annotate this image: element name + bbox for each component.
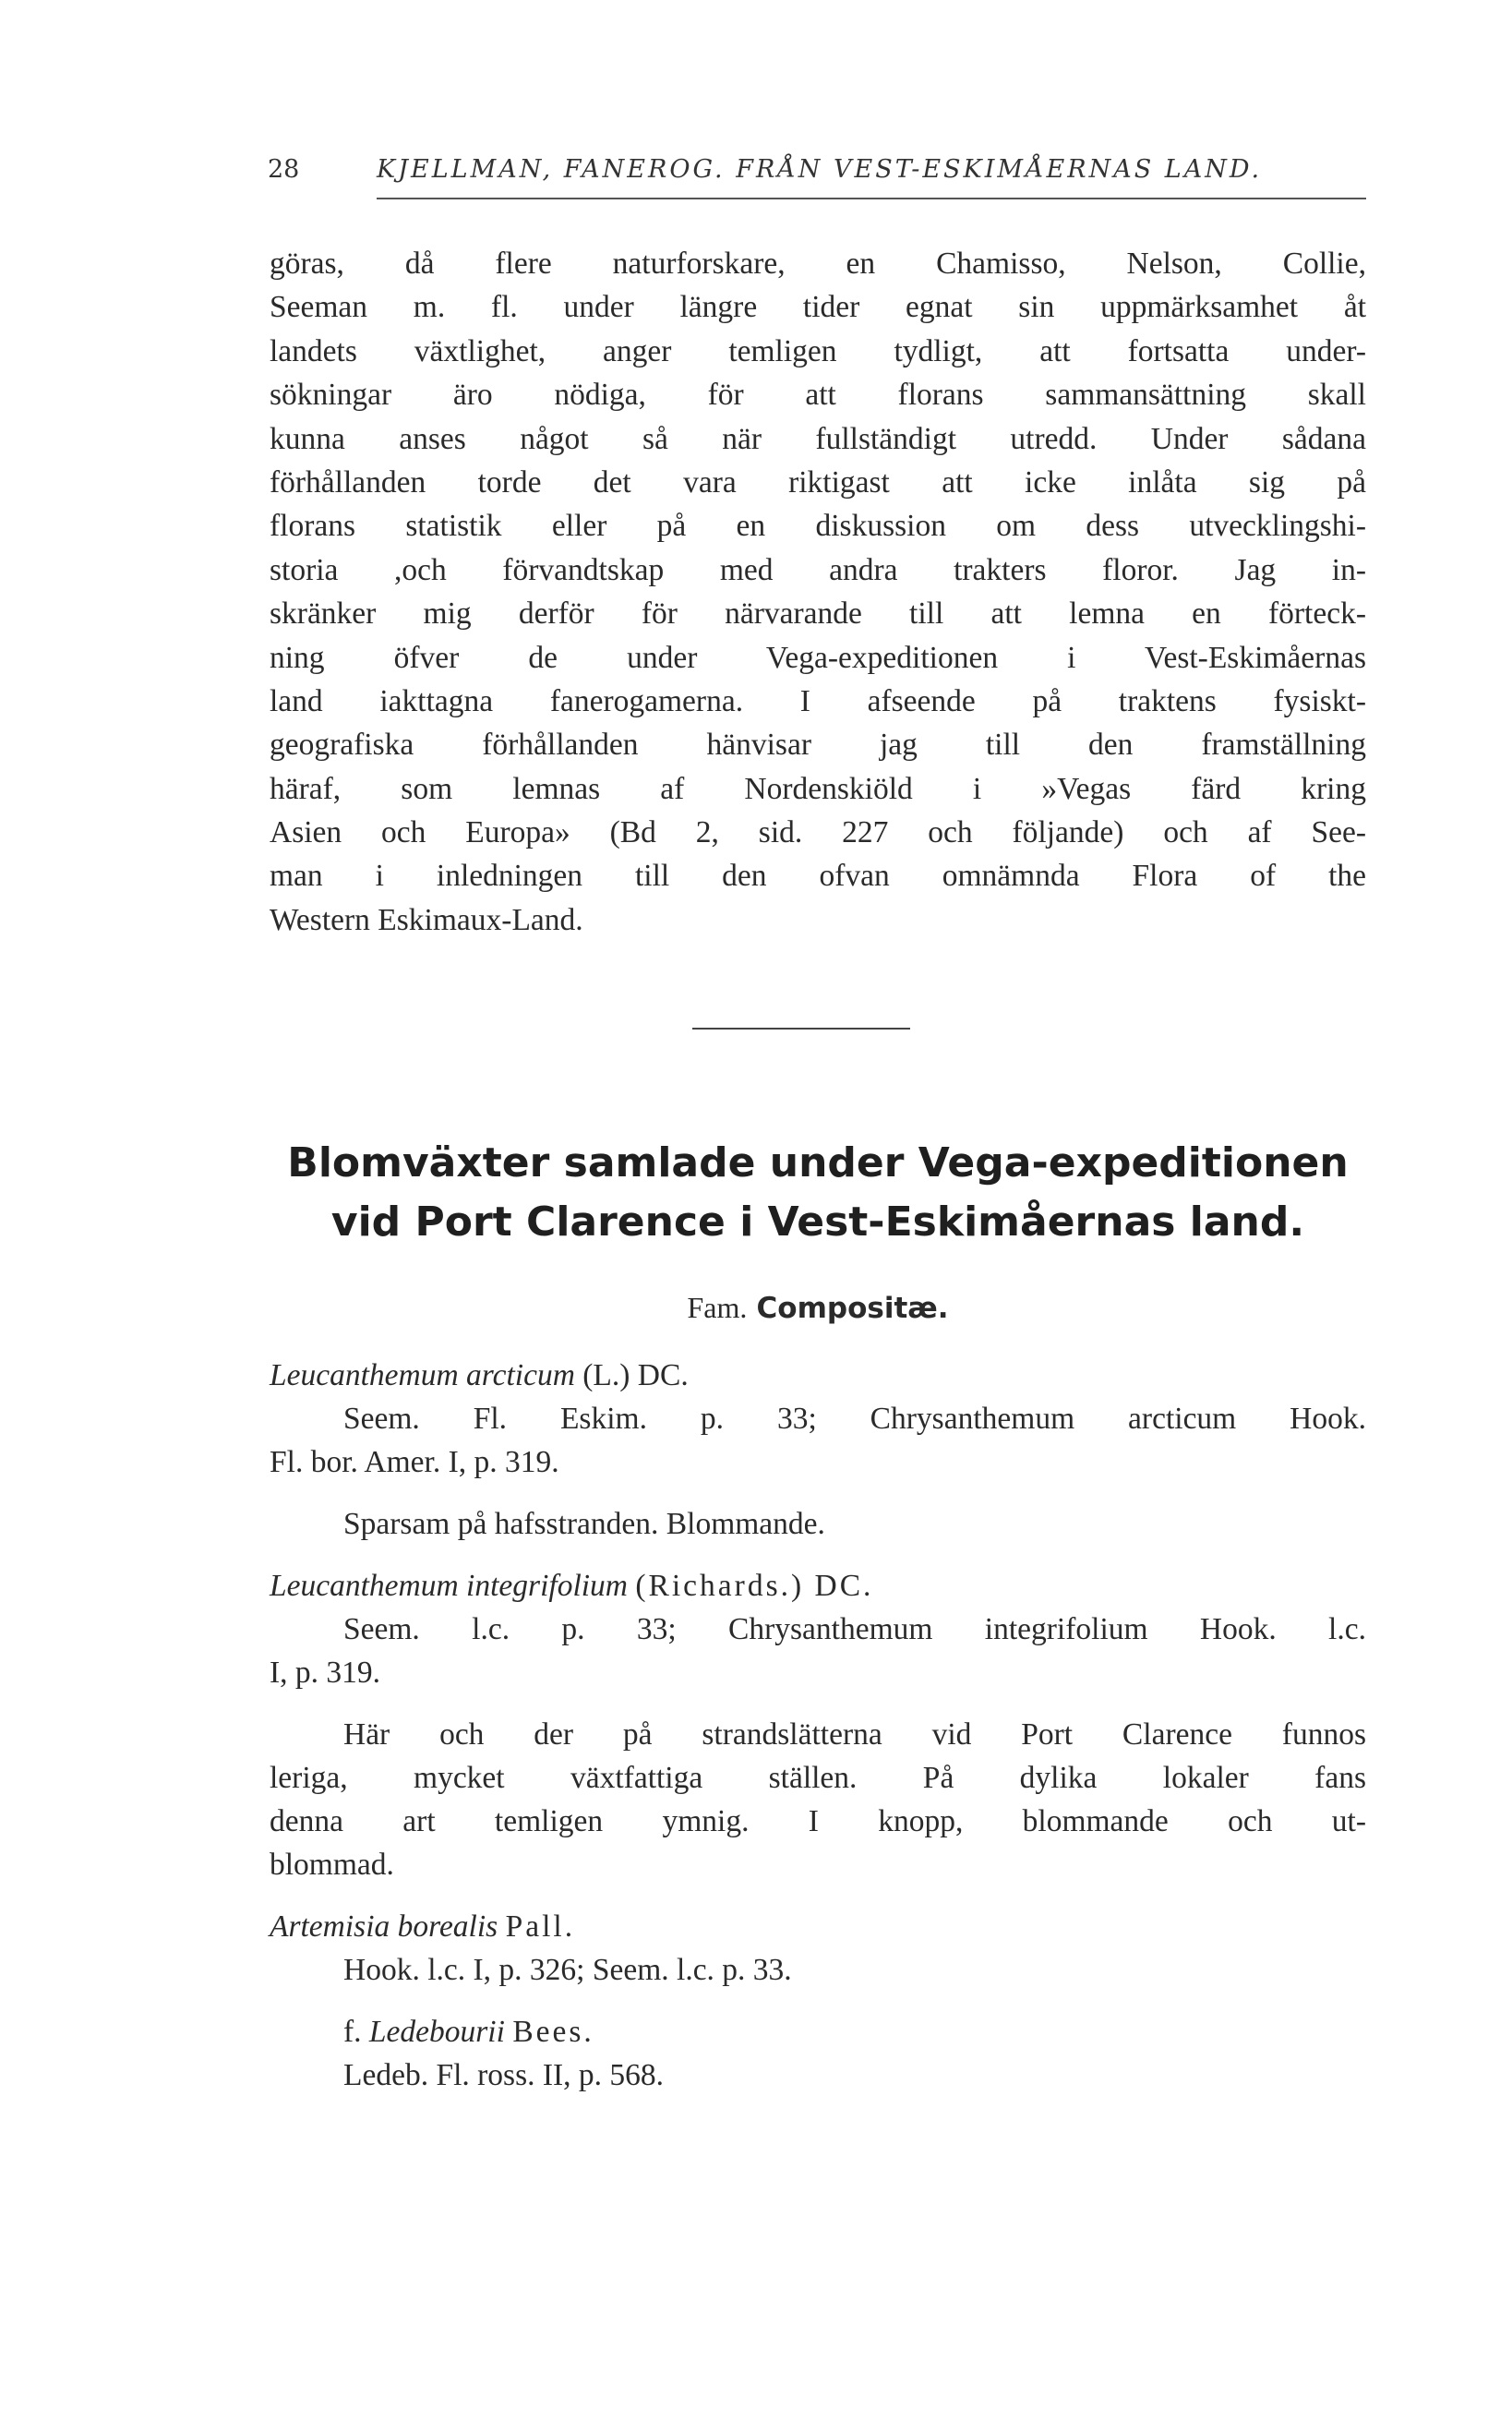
family-name: Compositæ. bbox=[756, 1292, 949, 1325]
species-heading bbox=[270, 1905, 1366, 1948]
species-authority: (L.) DC. bbox=[582, 1358, 689, 1392]
form-authority: Bees. bbox=[512, 2015, 594, 2049]
paragraph-line: kunna anses något så när fullständigt utredd. Under sådana bbox=[270, 421, 1366, 456]
form-heading bbox=[270, 2010, 1366, 2054]
paragraph-line: Western Eskimaux-Land. bbox=[270, 902, 583, 937]
species-list bbox=[270, 1354, 1366, 2097]
species-name: Leucanthemum arcticum bbox=[270, 1358, 575, 1392]
paragraph-line: man i inledningen till den ofvan omnämnda Flora of the bbox=[270, 859, 1366, 894]
habitat-note: blommad. bbox=[270, 1848, 394, 1882]
paragraph-line: göras, då flere naturforskare, en Chamisso, Nelson, Collie, bbox=[270, 247, 1366, 281]
form-name: Ledebourii bbox=[368, 2015, 505, 2049]
reference-line: Hook. l.c. I, p. 326; Seem. l.c. p. 33. bbox=[343, 1953, 792, 1987]
paragraph-line: land iakttagna fanerogamerna. I afseende på traktens fysiskt- bbox=[270, 683, 1366, 718]
reference-line: I, p. 319. bbox=[270, 1656, 381, 1690]
species-heading bbox=[270, 1354, 1366, 1397]
paragraph-line: storia ,och förvandtskap med andra trakters floror. Jag in- bbox=[270, 552, 1366, 587]
paragraph-line: skränker mig derför för närvarande till att lemna en förteck- bbox=[270, 596, 1366, 632]
reference-line: Ledeb. Fl. ross. II, p. 568. bbox=[343, 2058, 665, 2092]
reference-line: Fl. bor. Amer. I, p. 319. bbox=[270, 1445, 559, 1479]
habitat-note: Sparsam på hafsstranden. Blommande. bbox=[343, 1507, 825, 1541]
reference-line: Seem. l.c. p. 33; Chrysanthemum integrifolium Hook. l.c. bbox=[343, 1612, 1366, 1646]
running-title: KJELLMAN, FANEROG. FRÅN VEST-ESKIMÅERNAS LAND. bbox=[377, 155, 1263, 184]
habitat-note: denna art temligen ymnig. I knopp, blommande och ut- bbox=[270, 1804, 1366, 1838]
species-authority: (Richards.) DC. bbox=[635, 1569, 874, 1603]
section-title-line: vid Port Clarence i Vest-Eskimåernas land. bbox=[330, 1198, 1305, 1246]
reference-line: Seem. Fl. Eskim. p. 33; Chrysanthemum arcticum Hook. bbox=[343, 1402, 1366, 1436]
paragraph-line: förhållanden torde det vara riktigast att icke inlåta sig på bbox=[270, 464, 1366, 500]
paragraph-line: Asien och Europa» (Bd 2, sid. 227 och följande) och af See- bbox=[270, 815, 1366, 850]
paragraph-line: häraf, som lemnas af Nordenskiöld i »Vegas färd kring bbox=[270, 771, 1366, 806]
paragraph-line: geografiska förhållanden hänvisar jag till den framställning bbox=[270, 728, 1366, 763]
section-title bbox=[270, 1134, 1366, 1252]
paragraph-line: Seeman m. fl. under längre tider egnat sin uppmärksamhet åt bbox=[270, 290, 1366, 325]
species-name: Leucanthemum integrifolium bbox=[270, 1569, 628, 1603]
paragraph-line: sökningar äro nödiga, för att florans sammansättning skall bbox=[270, 378, 1366, 413]
form-prefix: f. bbox=[343, 2015, 362, 2049]
section-title-line: Blomväxter samlade under Vega-expeditionen bbox=[287, 1139, 1349, 1186]
section-divider bbox=[692, 1028, 910, 1030]
paragraph-line: landets växtlighet, anger temligen tydligt, att fortsatta under- bbox=[270, 333, 1366, 368]
habitat-note: leriga, mycket växtfattiga ställen. På dylika lokaler fans bbox=[270, 1761, 1366, 1795]
page-number: 28 bbox=[268, 155, 300, 184]
species-name: Artemisia borealis bbox=[270, 1909, 498, 1944]
species-heading bbox=[270, 1564, 1366, 1608]
habitat-note: Här och der på strandslätterna vid Port Clarence funnos bbox=[343, 1717, 1366, 1752]
family-heading bbox=[270, 1286, 1366, 1330]
paragraph-line: ning öfver de under Vega-expeditionen i Vest-Eskimåernas bbox=[270, 640, 1366, 675]
paragraph-line: florans statistik eller på en diskussion om dess utvecklingshi- bbox=[270, 509, 1366, 544]
intro-paragraph bbox=[270, 242, 1366, 942]
header-rule bbox=[377, 198, 1366, 199]
family-label: Fam. bbox=[687, 1291, 748, 1324]
species-authority: Pall. bbox=[505, 1909, 576, 1944]
